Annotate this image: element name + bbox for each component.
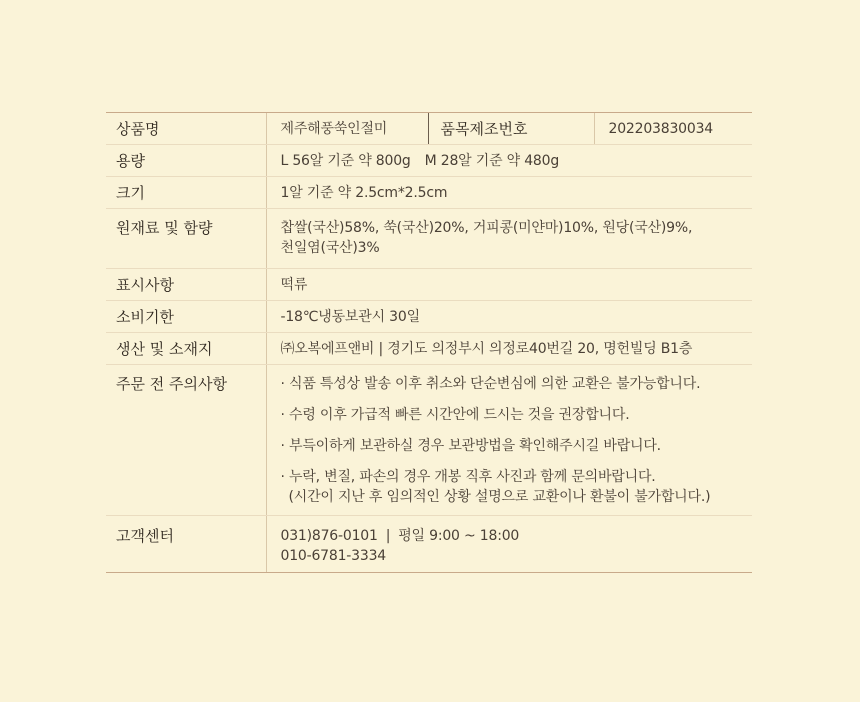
caution-item: · 누락, 변질, 파손의 경우 개봉 직후 사진과 함께 문의바랍니다. [280,469,656,485]
mobile-number: 010-6781-3334 [280,548,386,564]
report-no-value: 202203830034 [594,113,752,145]
food-type-label: 표시사항 [106,269,266,301]
cautions-list [266,365,752,516]
capacity-medium: M 28알 기준 약 480g [424,153,560,169]
caution-item: · 부득이하게 보관하실 경우 보관방법을 확인해주시길 바랍니다. [280,438,661,454]
contact-separator: | [385,528,391,544]
table-row [106,301,752,333]
producer-value: ㈜오복에프앤비 | 경기도 의정부시 의정로40번길 20, 명헌빌딩 B1층 [266,333,752,365]
caution-item: · 식품 특성상 발송 이후 취소와 단순변심에 의한 교환은 불가능합니다. [280,376,701,392]
table-row [106,269,752,301]
size-label: 크기 [106,177,266,209]
ingredients-value [266,209,752,269]
table-row [106,365,752,516]
shelf-life-label: 소비기한 [106,301,266,333]
caution-sub-note: (시간이 지난 후 임의적인 상황 설명으로 교환이나 환불이 불가합니다.) [288,489,711,505]
business-hours: 평일 9:00 ~ 18:00 [398,528,520,544]
cautions-label: 주문 전 주의사항 [106,365,266,516]
ingredients-line-2: 천일염(국산)3% [280,240,380,256]
contact-line [281,526,753,546]
table-row [106,209,752,269]
product-name-label: 상품명 [106,113,266,145]
capacity-label: 용량 [106,145,266,177]
table-row [106,113,752,145]
phone-number: 031)876-0101 [280,528,378,544]
table-row [106,516,752,573]
customer-center-value [266,516,752,573]
shelf-life-value: -18℃냉동보관시 30일 [266,301,752,333]
table-row [106,177,752,209]
size-value: 1알 기준 약 2.5cm*2.5cm [266,177,752,209]
table-row [106,145,752,177]
product-name-value: 제주해풍쑥인절미 [266,113,428,145]
table-row [106,333,752,365]
customer-center-label: 고객센터 [106,516,266,573]
product-info-table [106,112,752,573]
caution-item: · 수령 이후 가급적 빠른 시간안에 드시는 것을 권장합니다. [280,407,630,423]
product-info-section [106,112,752,573]
producer-label: 생산 및 소재지 [106,333,266,365]
capacity-large: L 56알 기준 약 800g [280,153,411,169]
food-type-value: 떡류 [266,269,752,301]
ingredients-label: 원재료 및 함량 [106,209,266,269]
report-no-label: 품목제조번호 [428,113,594,145]
ingredients-line-1: 찹쌀(국산)58%, 쑥(국산)20%, 거피콩(미얀마)10%, 원당(국산)9%, [280,220,693,236]
capacity-value [266,145,752,177]
